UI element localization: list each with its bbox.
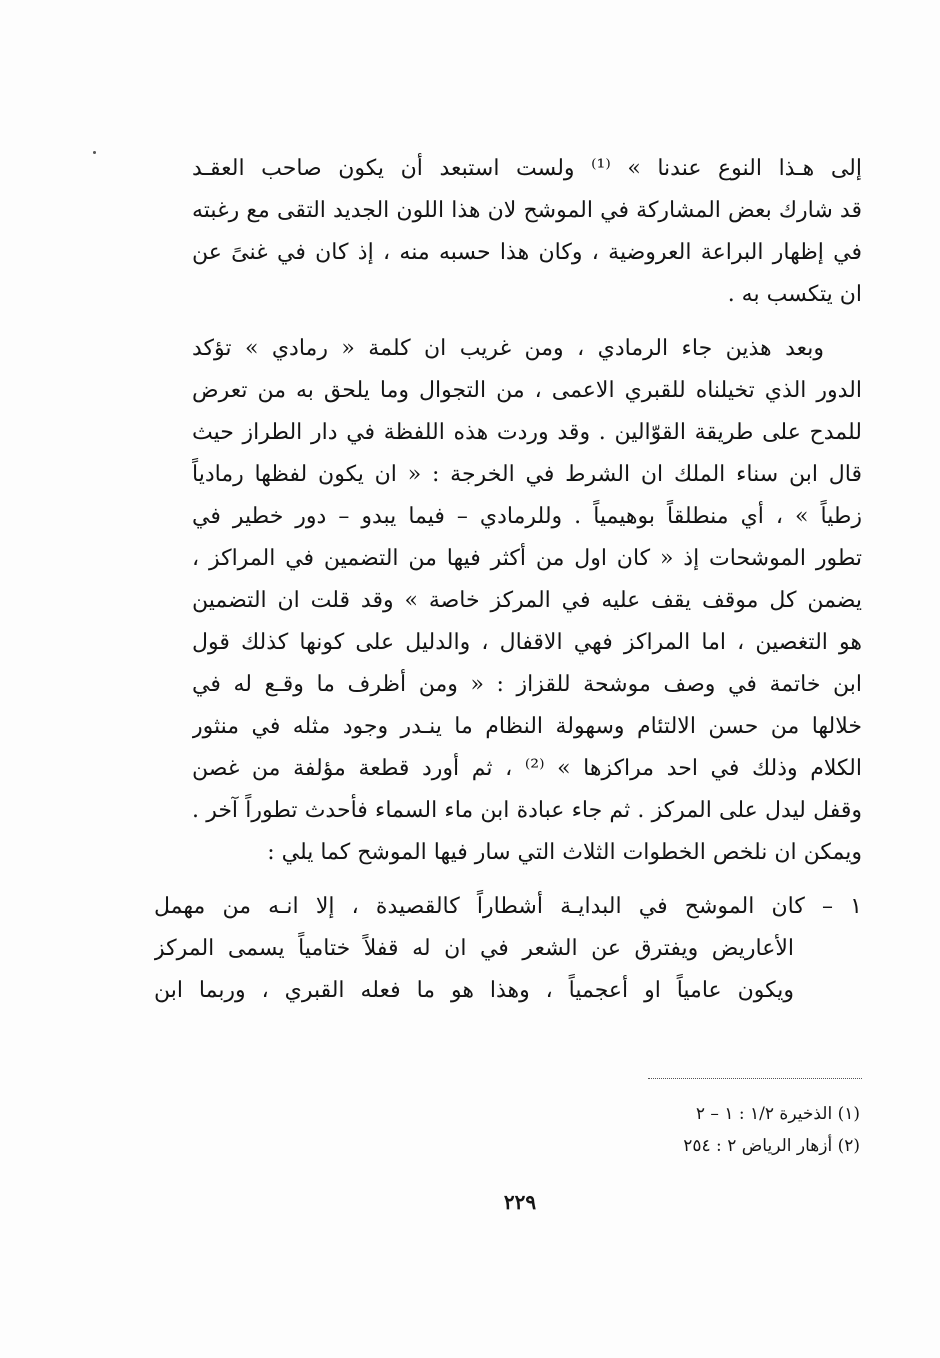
text-line: زطياً » ، أي منطلقاً بوهيمياً . وللرمادي – فيما يبدو – دور خطير في: [192, 504, 862, 529]
text-line: ويمكن ان نلخص الخطوات الثلاث التي سار فيها الموشح كما يلي :: [267, 840, 862, 865]
main-text: [154, 148, 862, 1012]
text-line: إلى هـذا النوع عندنا » ⁽¹⁾ ولست استبعد أن يكون صاحب العقـد: [192, 156, 862, 181]
text-line: للمدح على طريقة القوّالين . وقد وردت هذه اللفظة في دار الطراز حيث: [192, 420, 862, 445]
paper-speck: [93, 151, 96, 154]
list-item-1: [154, 886, 862, 1012]
page-number: ٢٢٩: [503, 1190, 537, 1214]
text-line: تطور الموشحات إذ « كان اول من أكثر فيها من التضمين في المراكز ،: [192, 546, 862, 571]
text-line: في إظهار البراعة العروضية ، وكان هذا حسبه منه ، إذ كان في غنىً عن: [192, 240, 862, 265]
paragraph-2: [192, 328, 862, 874]
footnote: (١) الذخيرة ١/٢ : ١ – ٢: [695, 1104, 860, 1124]
text-line: ١ – كان الموشح في البدايـة أشطاراً كالقصيدة ، إلا انـه من مهمل: [154, 894, 862, 919]
text-line: يضمن كل موقف يقف عليه في المركز خاصة » وقد قلت ان التضمين: [192, 588, 862, 613]
text-line: هو التغصين ، اما المراكز فهي الاقفال ، والدليل على كونها كذلك قول: [192, 630, 862, 655]
footnote-separator: [648, 1078, 862, 1079]
text-line: قال ابن سناء الملك ان الشرط في الخرجة : « ان يكون لفظها رمادياً: [192, 462, 862, 487]
text-line: الكلام وذلك في احد مراكزها » ⁽²⁾ ، ثم أورد قطعة مؤلفة من غصن: [192, 756, 862, 781]
text-line: الدور الذي تخيلناه للقبري الاعمى ، من التجوال وما يلحق به من تعرض: [192, 378, 862, 403]
text-line: ان يتكسب به .: [727, 282, 862, 307]
text-line: الأعاريض ويفترق عن الشعر في ان له قفلاً ختامياً يسمى المركز: [154, 936, 794, 961]
footnotes: [600, 1098, 860, 1162]
text-line: قد شارك بعض المشاركة في الموشح لان هذا اللون الجديد التقى مع رغبته: [192, 198, 862, 223]
text-line: ويكون عامياً او أعجمياً ، وهذا هو ما فعله القبري ، وربما ابن: [154, 978, 794, 1003]
text-line: وقفل ليدل على المركز . ثم جاء عبادة ابن ماء السماء فأحدث تطوراً آخر .: [192, 798, 862, 823]
text-line: خلالها من حسن الالتئام وسهولة النظام ما ينـدر وجود مثله في منثور: [192, 714, 862, 739]
text-line: وبعد هذين جاء الرمادي ، ومن غريب ان كلمة « رمادي » تؤكد: [192, 336, 824, 361]
footnote: (٢) أزهار الرياض ٢ : ٢٥٤: [683, 1136, 860, 1156]
paragraph-1: [192, 148, 862, 316]
text-line: ابن خاتمة في وصف موشحة للقزاز : « ومن أظرف ما وقـع له في: [192, 672, 862, 697]
